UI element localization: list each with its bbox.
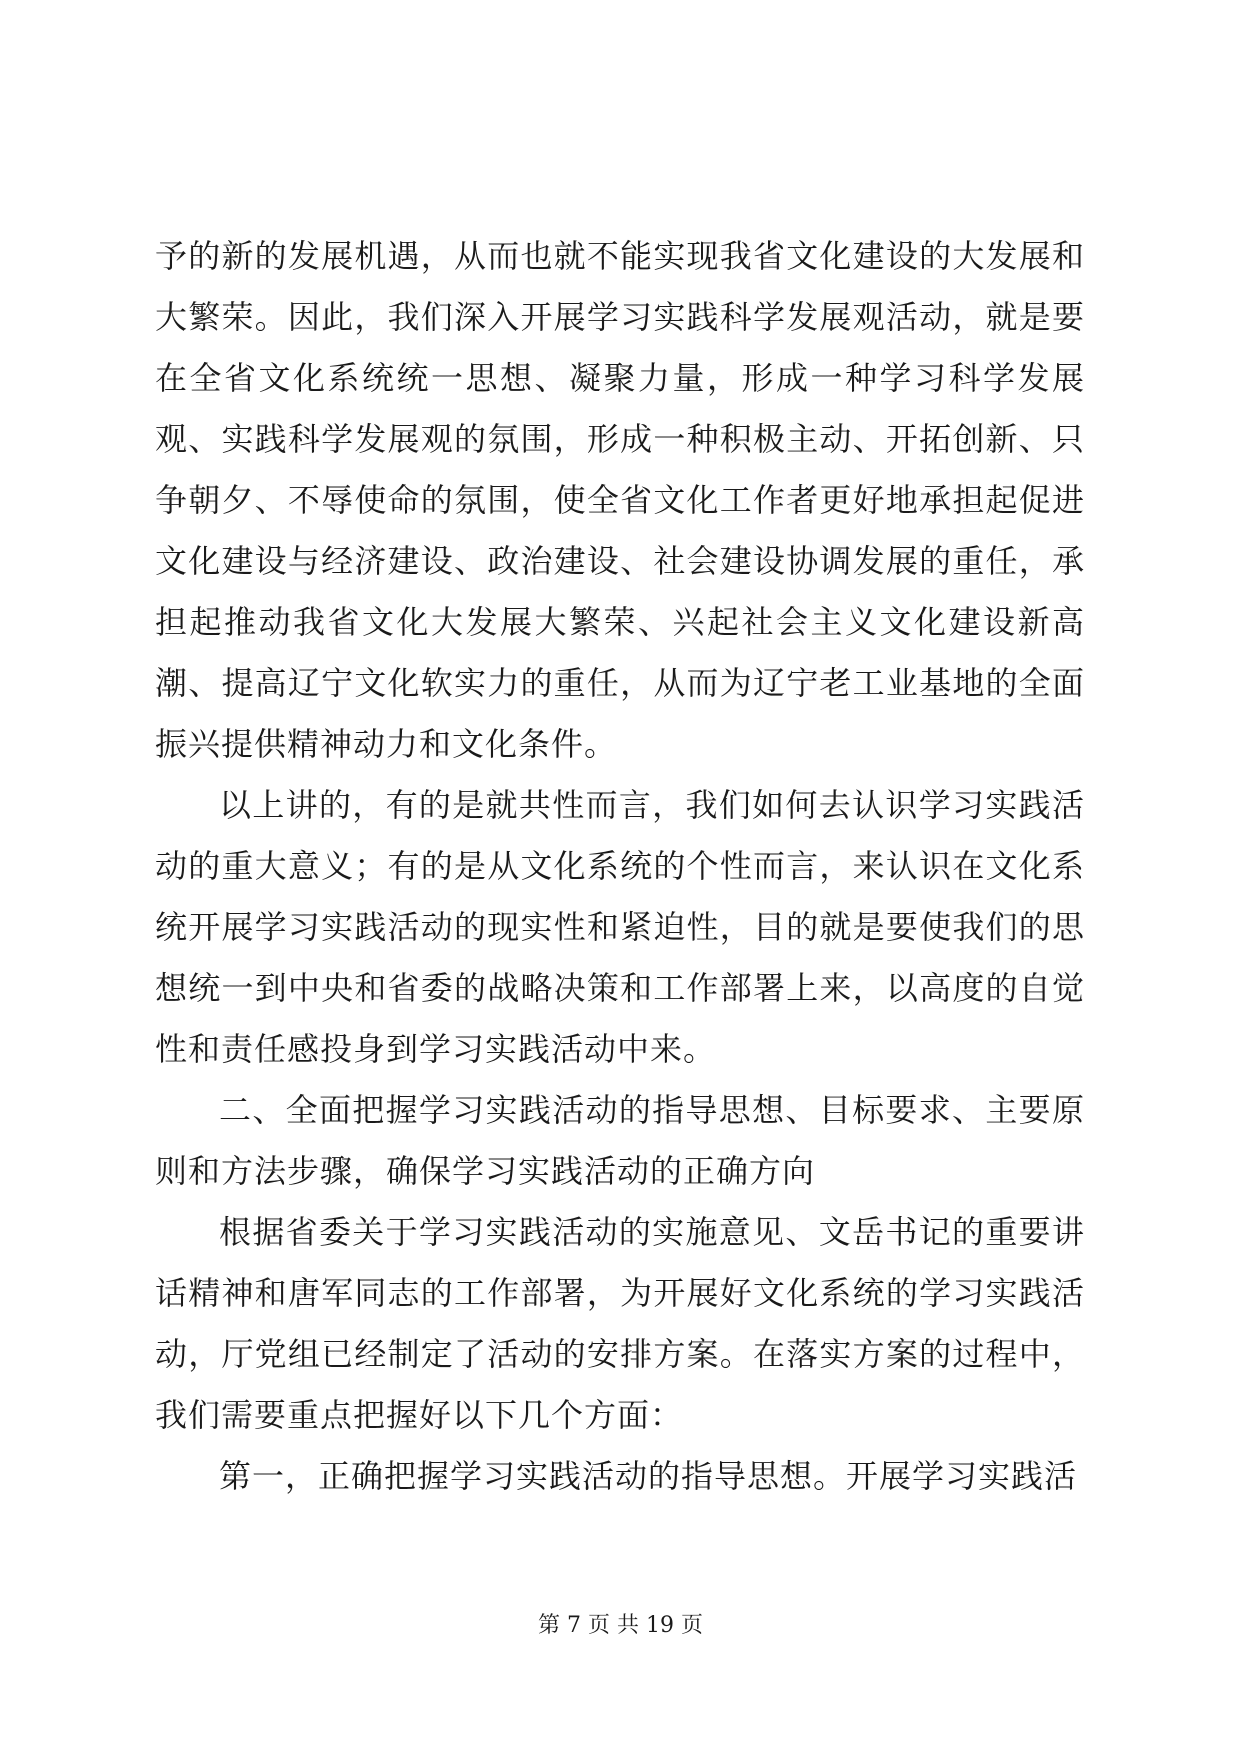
paragraph-plan: 根据省委关于学习实践活动的实施意见、文岳书记的重要讲话精神和唐军同志的工作部署，为开展好文化系统的学习实践活动，厅党组已经制定了活动的安排方案。在落实方案的过程中，我们需要重点把握好以下几个方面：: [155, 1213, 1085, 1434]
paragraph-first-point: 第一，正确把握学习实践活动的指导思想。开展学习实践活: [219, 1457, 1078, 1495]
paragraph-summary: 以上讲的，有的是就共性而言，我们如何去认识学习实践活动的重大意义；有的是从文化系统的个性而言，来认识在文化系统开展学习实践活动的现实性和紧迫性，目的就是要使我们的思想统一到中央和省委的战略决策和工作部署上来，以高度的自觉性和责任感投身到学习实践活动中来。: [155, 786, 1085, 1068]
section-heading: 二、全面把握学习实践活动的指导思想、目标要求、主要原则和方法步骤，确保学习实践活动的正确方向: [155, 1091, 1085, 1190]
document-body: [155, 226, 1085, 1507]
paragraph-continuation: 予的新的发展机遇，从而也就不能实现我省文化建设的大发展和大繁荣。因此，我们深入开展学习实践科学发展观活动，就是要在全省文化系统统一思想、凝聚力量，形成一种学习科学发展观、实践科学发展观的氛围，形成一种积极主动、开拓创新、只争朝夕、不辱使命的氛围，使全省文化工作者更好地承担起促进文化建设与经济建设、政治建设、社会建设协调发展的重任，承担起推动我省文化大发展大繁荣、兴起社会主义文化建设新高潮、提高辽宁文化软实力的重任，从而为辽宁老工业基地的全面振兴提供精神动力和文化条件。: [155, 237, 1085, 763]
page-footer: 第 7 页 共 19 页: [538, 1613, 703, 1638]
